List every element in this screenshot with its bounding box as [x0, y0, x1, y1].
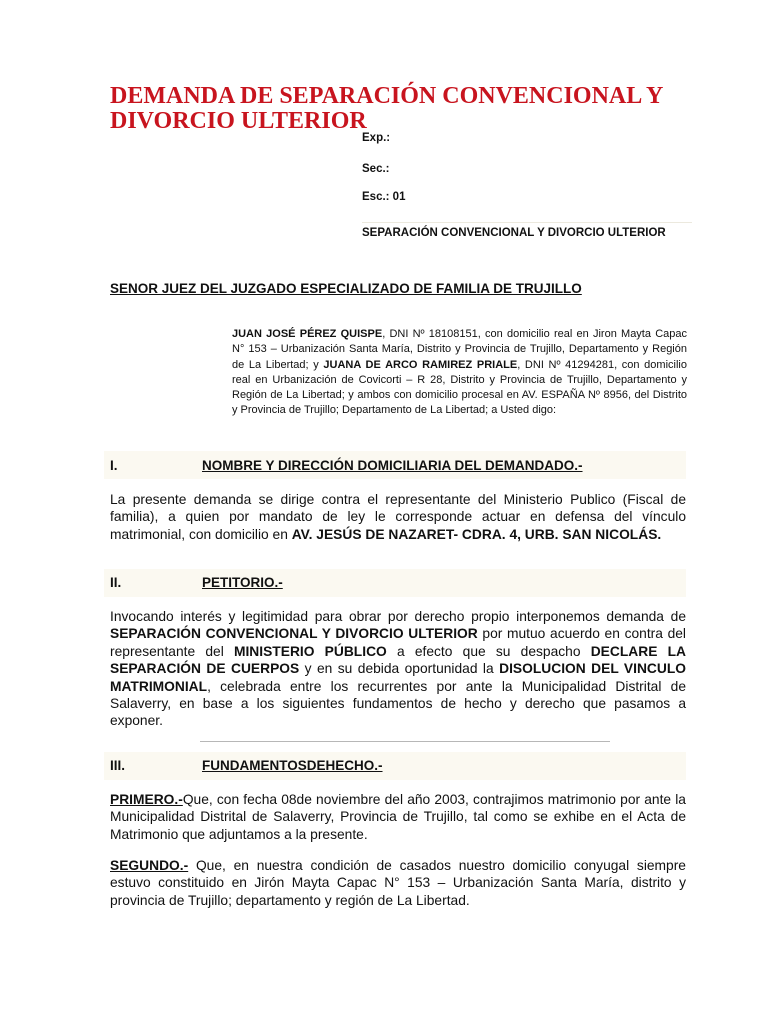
petition-text-3: a efecto que su despacho — [386, 643, 591, 659]
plaintiff-1-name: JUAN JOSÉ PÉREZ QUISPE — [232, 328, 383, 340]
addressee-heading: SENOR JUEZ DEL JUZGADO ESPECIALIZADO DE FAMILIA DE TRUJILLO — [110, 281, 582, 296]
section-1-paragraph — [110, 491, 686, 543]
petition-text-2: por mutuo acuerdo en contra del representante del — [110, 626, 686, 659]
plaintiff-2-name: JUANA DE ARCO RAMIREZ PRIALE — [323, 358, 518, 371]
petition-text-1: Invocando interés y legitimidad para obrar por derecho propio interponemos demanda de — [110, 609, 686, 624]
section-1-title: NOMBRE Y DIRECCIÓN DOMICILIARIA DEL DEMANDADO.- — [202, 458, 583, 473]
meta-divider — [362, 222, 692, 223]
document-title: DEMANDA DE SEPARACIÓN CONVENCIONAL Y DIVORCIO ULTERIOR — [110, 83, 663, 134]
parties-paragraph — [232, 327, 687, 419]
esc-field: Esc.: 01 — [362, 191, 406, 203]
fact-second-label: SEGUNDO.- — [110, 858, 189, 873]
sec-field: Sec.: — [362, 163, 390, 175]
section-2-title: PETITORIO.- — [202, 575, 283, 590]
petition-text-5: , celebrada entre los recurrentes por ante la Municipalidad Distrital de Salaverry, en base a los siguientes fundamentos de hecho y derecho que pasamos a exponer. — [110, 678, 686, 729]
section-1-text: La presente demanda se dirige contra el representante del Ministerio Publico (Fiscal de familia), a quien por mandato de ley le corresponde actuar en defensa del vínculo matrimonial, con domicilio en — [110, 492, 686, 542]
petition-bold-2: MINISTERIO PÚBLICO — [233, 643, 387, 659]
section-1-heading — [110, 458, 583, 473]
subject-field: SEPARACIÓN CONVENCIONAL Y DIVORCIO ULTERIOR — [362, 227, 666, 239]
section-3-number: III. — [110, 758, 126, 773]
section-1-number: I. — [110, 458, 118, 473]
fact-first-paragraph — [110, 791, 686, 843]
fact-second-text: Que, en nuestra condición de casados nuestro domicilio conyugal siempre estuvo constituido en Jirón Mayta Capac N° 153 – Urbanización Santa María, distrito y provincia de Trujillo; departamento y región de La Libertad. — [110, 858, 686, 908]
defendant-address: AV. JESÚS DE NAZARET- CDRA. 4, URB. SAN NICOLÁS. — [291, 526, 662, 542]
horizontal-divider — [200, 741, 610, 742]
petition-text-4: y en su debida oportunidad la — [299, 661, 500, 677]
section-3-title: FUNDAMENTOSDEHECHO.- — [202, 758, 383, 773]
plaintiff-1-details: , DNI Nº 18108151, con domicilio real en Jiron Mayta Capac N° 153 – Urbanización Santa María, Distrito y Provincia de Trujillo, Departamento y Región de La Libertad; y — [232, 328, 687, 371]
fact-first-text: Que, con fecha 08de noviembre del año 2003, contrajimos matrimonio por ante la Municipalidad Distrital de Salaverry, Provincia de Trujillo, tal como se exhibe en el Acta de Matrimonio que adjuntamos a la presente. — [110, 792, 686, 842]
section-2-paragraph — [110, 608, 686, 730]
exp-field: Exp.: — [362, 132, 391, 144]
petition-bold-1: SEPARACIÓN CONVENCIONAL Y DIVORCIO ULTERIOR — [110, 626, 478, 642]
section-2-heading — [110, 575, 283, 590]
fact-first-label: PRIMERO.- — [110, 792, 183, 807]
fact-second-paragraph — [110, 857, 686, 909]
plaintiff-2-details: , DNI Nº 41294281, con domicilio real en Urbanización de Covicorti – R 28, Distrito y Provincia de Trujillo, Departamento y Región de La Libertad; y ambos con domicilio procesal en AV. ESPAÑA Nº 8956, del Distrito y Provincia de Trujillo; Departamento de La Libertad; a Usted digo: — [232, 358, 687, 417]
petition-bold-4: DISOLUCION DEL VINCULO MATRIMONIAL — [110, 661, 687, 694]
section-3-heading — [110, 758, 383, 773]
petition-bold-3: DECLARE LA SEPARACIÓN DE CUERPOS — [110, 643, 687, 677]
section-2-number: II. — [110, 575, 122, 590]
